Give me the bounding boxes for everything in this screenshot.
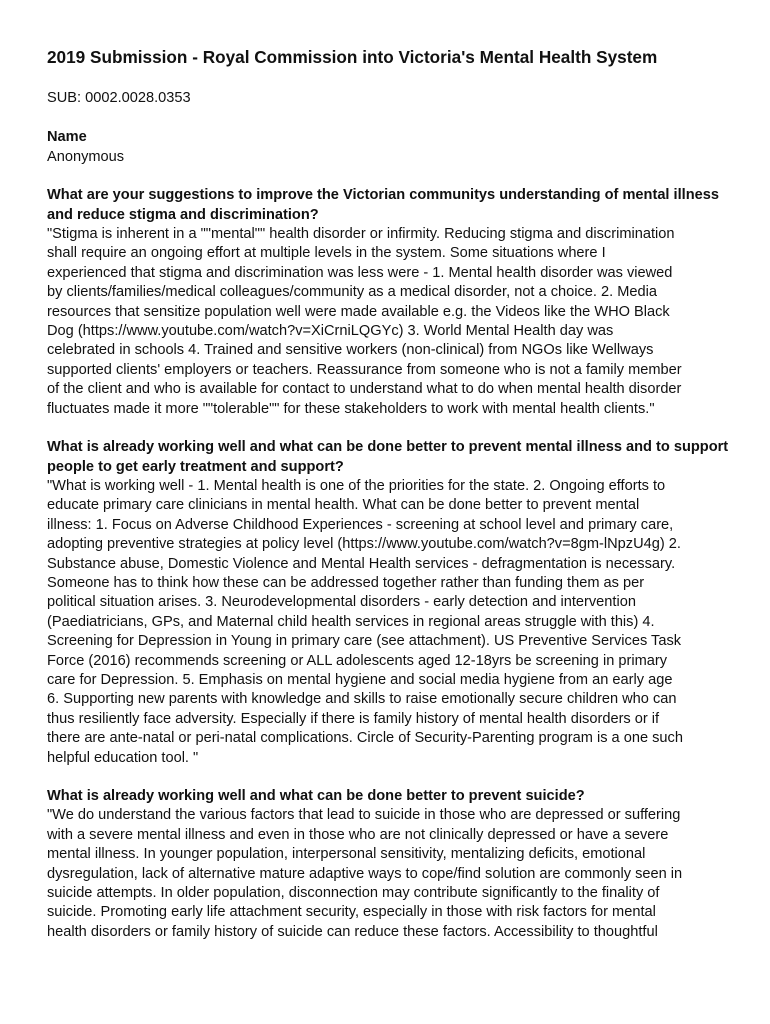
section-prevention	[47, 438, 737, 768]
document-title: 2019 Submission - Royal Commission into Victoria's Mental Health System	[47, 47, 658, 67]
name-label: Name	[47, 129, 87, 146]
answer-text: "Stigma is inherent in a ""mental"" health disorder or infirmity. Reducing stigma and discrimination shall require an ongoing effort at multiple levels in the system. Some situations where I experienced that stigma and discrimination was less were - 1. Mental health disorder was viewed by clients/families/medical colleagues/community as a medical disorder, not a choice. 2. Media resources that sensitize population well were made available e.g. the Videos like the WHO Black Dog (https://www.youtube.com/watch?v=XiCrniLQGYc) 3. World Mental Health day was celebrated in schools 4. Trained and sensitive workers (non-clinical) from NGOs like Wellways supported clients' employers or teachers. Reassurance from someone who is not a family member of the client and who is available for contact to understand what to do when mental health disorder fluctuates made it more ""tolerable"" for these stakeholders to work with mental health clients."	[47, 226, 682, 417]
submission-id: SUB: 0002.0028.0353	[47, 90, 191, 106]
document-page	[47, 46, 737, 942]
section-suicide	[47, 787, 737, 942]
answer-text: "What is working well - 1. Mental health is one of the priorities for the state. 2. Ongoing efforts to educate primary care clinicians in mental health. What can be done better to prevent mental illness: 1. Focus on Adverse Childhood Experiences - screening at school level and primary care, adopting preventive strategies at policy level (https://www.youtube.com/watch?v=8gm-lNpzU4g) 2. Substance abuse, Domestic Violence and Mental Health services - defragmentation is necessary. Someone has to think how these can be addressed together rather than funding them as per political situation arises. 3. Neurodevelopmental disorders - early detection and intervention (Paediatricians, GPs, and Maternal child health services in regional areas struggle with this) 4. Screening for Depression in Young in primary care (see attachment). US Preventive Services Task Force (2016) recommends screening or ALL adolescents aged 12-18yrs be screening in primary care for Depression. 5. Emphasis on mental hygiene and social media hygiene from an early age 6. Supporting new parents with knowledge and skills to raise emotionally secure children who can thus resiliently face adversity. Especially if there is family history of mental health disorders or if there are ante-natal or peri-natal complications. Circle of Security-Parenting program is a one such helpful education tool. "	[47, 477, 683, 766]
question-text: What is already working well and what can be done better to prevent mental illness and to support people to get early treatment and support?	[47, 439, 729, 475]
section-stigma	[47, 186, 737, 419]
answer-text: "We do understand the various factors that lead to suicide in those who are depressed or suffering with a severe mental illness and even in those who are not clinically depressed or have a severe mental illness. In younger population, interpersonal sensitivity, mentalizing deficits, emotional dysregulation, lack of alternative mature adaptive ways to cope/find solution are commonly seen in suicide attempts. In older population, disconnection may contribute significantly to the finality of suicide. Promoting early life attachment security, especially in those with risk factors for mental health disorders or family history of suicide can reduce these factors. Accessibility to thoughtful	[47, 807, 683, 940]
question-text: What is already working well and what can be done better to prevent suicide?	[47, 788, 585, 804]
name-value: Anonymous	[47, 148, 125, 165]
question-text: What are your suggestions to improve the Victorian communitys understanding of mental illness and reduce stigma and discrimination?	[47, 187, 719, 223]
